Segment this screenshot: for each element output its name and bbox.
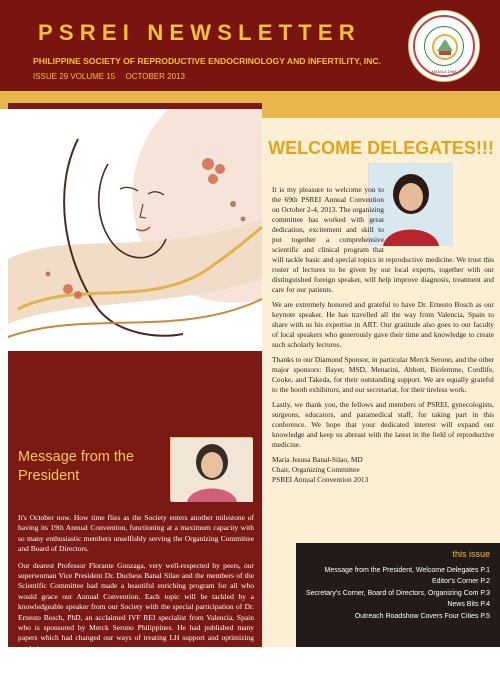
contents-list	[296, 565, 490, 622]
issue-date: OCTOBER 2013	[125, 72, 185, 81]
issue-number: ISSUE 29 VOLUME 15	[33, 72, 116, 81]
welcome-heading: WELCOME DELEGATES!!!	[268, 138, 494, 158]
contents-item[interactable]: Secretary's Corner, Board of Directors, Organizing Com P.3	[305, 589, 490, 597]
president-column	[8, 103, 262, 691]
society-seal-logo	[408, 10, 480, 82]
president-paragraph: It's October now. How time flies as the Society enters another milestone of having its 19th Annual Convention, functioning at a maximum capacity with so many enthusiastic members unselfishly serving the Organizing Committee and Board of Directors.	[18, 513, 254, 554]
newsletter-title: PSREI NEWSLETTER	[38, 20, 361, 45]
signature-block	[272, 455, 494, 485]
welcome-paragraph: It is my pleasure to welcome you to the 69th PSREI Annual Convention on October 2-4, 2013. The organizing committee has worked with great dedication, excitement and skill to put together a comprehensive scientific and clinical program that will tackle basic and special topics in reproductive medicine. We trust this roster of lectures to be given by our local experts, together with our distinguished foreign speaker, will help improve diagnosis, treatment and care for our patients.	[272, 185, 494, 294]
welcome-paragraph: We are extremely honored and grateful to have Dr. Ernesto Bosch as our keynote speaker. He has travelled all the way from Valencia, Spain to share with us his expertise in ART. Our gratitude also goes to our faculty of local speakers who generously gave their time and knowledge to create such scholarly lectures.	[272, 300, 494, 349]
president-heading: Message from the President	[18, 449, 135, 484]
president-paragraph: As the thrust of the Society is education and service to our members, the Board had accomplished three CME outreach symposia in Cebu City, General Santos and Naga City. In all	[18, 660, 254, 691]
president-paragraph: Our dearest Professor Florante Gonzaga, very well-respected by peers, our superwoman Vice President Dr. Duchess Banal Silao and the members of the Scientific Committee had made a beautiful enriching program for all who would grace our Annual Convention. Each topic will be tackled by a knowledgeable speaker from our Society with the special participation of Dr. Ernesto Bosch, PhD, an acclaimed IVF REI specialist from Valencia, Spain who is sponsored by Merck Serono Philippines. He had published many papers which had changed our ways of treating LH support and optimizing ovulation.	[18, 560, 254, 653]
signatory-role: Chair, Organizing Committee	[272, 465, 360, 474]
welcome-paragraph: Thanks to our Diamond Sponsor, in particular Merck Serono, and the other major sponsors: Bayer, MSD, Menarini, Abbott, Biofemme, Cordlife, Cooke, and Takeda, for their outstanding support. We are equally grateful to the booth exhibitors, and our secretariat, for their tireless work.	[272, 355, 494, 394]
contents-item[interactable]: Message from the President, Welcome Delegates P.1	[324, 567, 490, 574]
gold-stripe	[262, 109, 500, 118]
contents-item[interactable]: News Bits P.4	[447, 601, 490, 609]
seal-text: MANILA 1988	[431, 69, 457, 74]
society-name: PHILIPPINE SOCIETY OF REPRODUCTIVE ENDOCRINOLOGY AND INFERTILITY, INC.	[33, 56, 381, 66]
seal-emblem-icon	[425, 27, 465, 67]
contents-item[interactable]: Outreach Roadshow Covers Four Cities P.5	[354, 612, 490, 620]
issue-line	[33, 72, 193, 81]
president-photo	[170, 437, 252, 501]
woman-illustration	[8, 109, 262, 351]
signatory-name: Maria Jesusa Banal-Silao, MD	[272, 455, 363, 464]
this-issue-heading: this issue	[452, 549, 490, 559]
welcome-message	[272, 185, 494, 485]
welcome-paragraph: Lastly, we thank you, the fellows and members of PSREI, gynecologists, surgeons, educators, and paramedical staff, for taking part in this conference. We hope that your dedicated interest will expand our knowledge and keep us abreast with the latest in the field of reproductive medicine.	[272, 400, 494, 449]
newsletter-header	[0, 0, 500, 91]
this-issue-box	[296, 543, 500, 647]
contents-item[interactable]: Editor's Corner P.2	[431, 578, 490, 586]
signatory-event: PSREI Annual Convention 2013	[272, 475, 369, 484]
president-message	[18, 513, 254, 698]
